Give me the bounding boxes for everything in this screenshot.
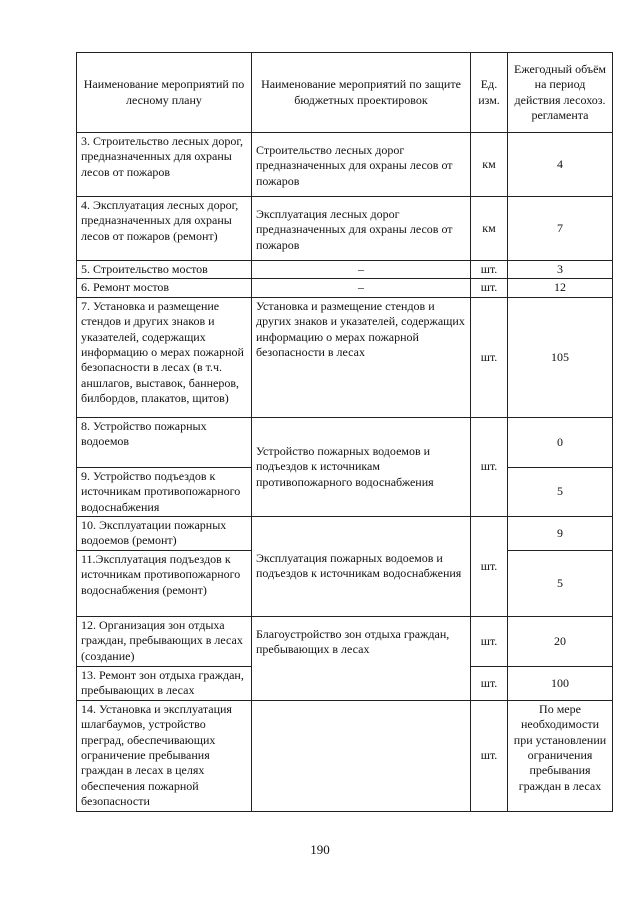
row-unit: шт. [471, 417, 508, 516]
row-volume: 3 [508, 261, 613, 279]
row-budget-text: Эксплуатация лесных дорог предназначенных для охраны лесов от пожаров [252, 197, 471, 261]
row-unit: шт. [471, 666, 508, 700]
row-volume: 20 [508, 616, 613, 666]
forest-measures-table [76, 52, 613, 812]
row-volume: 7 [508, 197, 613, 261]
row-plan-text: 12. Организация зон отдыха граждан, пребывающих в лесах (создание) [77, 616, 252, 666]
row-plan-text: 13. Ремонт зон отдыха граждан, пребывающих в лесах [77, 666, 252, 700]
header-plan: Наименование мероприятий по лесному плану [77, 53, 252, 133]
row-plan-text: 5. Строительство мостов [77, 261, 252, 279]
row-budget-text: Установка и размещение стендов и других знаков и указателей, содержащих информацию о мерах пожарной безопасности в лесах [252, 297, 471, 417]
header-volume: Ежегодный объём на период действия лесохоз. регламента [508, 53, 613, 133]
row-volume: 0 [508, 417, 613, 467]
row-unit: шт. [471, 297, 508, 417]
row-plan-text: 6. Ремонт мостов [77, 279, 252, 297]
header-unit: Ед. изм. [471, 53, 508, 133]
table-row [77, 297, 613, 417]
row-volume: 100 [508, 666, 613, 700]
table-row [77, 700, 613, 811]
row-plan-text: 3. Строительство лесных дорог, предназначенных для охраны лесов от пожаров [77, 133, 252, 197]
table-row [77, 261, 613, 279]
table-row [77, 417, 613, 467]
table-row [77, 133, 613, 197]
row-plan-text: 8. Устройство пожарных водоемов [77, 417, 252, 467]
row-plan-text: 7. Установка и размещение стендов и других знаков и указателей, содержащих информацию о мерах пожарной безопасности в лесах (в т.ч. аншлагов, выставок, баннеров, билбордов, плакатов, щитов) [77, 297, 252, 417]
row-budget-text: – [252, 279, 471, 297]
row-volume: 9 [508, 517, 613, 551]
table-row [77, 517, 613, 551]
table-header-row [77, 53, 613, 133]
row-volume: 4 [508, 133, 613, 197]
row-plan-text: 9. Устройство подъездов к источникам противопожарного водоснабжения [77, 467, 252, 516]
row-volume: 5 [508, 467, 613, 516]
row-budget-text: – [252, 261, 471, 279]
row-budget-text: Эксплуатация пожарных водоемов и подъездов к источникам водоснабжения [252, 517, 471, 617]
row-unit: шт. [471, 517, 508, 617]
row-volume: 105 [508, 297, 613, 417]
row-budget-text: Строительство лесных дорог предназначенных для охраны лесов от пожаров [252, 133, 471, 197]
row-unit: шт. [471, 700, 508, 811]
table-row [77, 616, 613, 666]
row-plan-text: 10. Эксплуатации пожарных водоемов (ремонт) [77, 517, 252, 551]
row-unit: км [471, 197, 508, 261]
row-unit: км [471, 133, 508, 197]
row-budget-text: Благоустройство зон отдыха граждан, пребывающих в лесах [252, 616, 471, 700]
row-plan-text: 14. Установка и эксплуатация шлагбаумов, устройство преград, обеспечивающих ограничение пребывания граждан в лесах в целях обеспечения пожарной безопасности [77, 700, 252, 811]
table-row [77, 197, 613, 261]
row-unit: шт. [471, 261, 508, 279]
row-volume: 5 [508, 550, 613, 616]
table-row [77, 279, 613, 297]
row-unit: шт. [471, 616, 508, 666]
page-number: 190 [310, 842, 330, 857]
row-volume: По мере необходимости при установлении ограничения пребывания граждан в лесах [508, 700, 613, 811]
row-plan-text: 11.Эксплуатация подъездов к источникам противопожарного водоснабжения (ремонт) [77, 550, 252, 616]
row-budget-text: Устройство пожарных водоемов и подъездов к источникам противопожарного водоснабжения [252, 417, 471, 516]
row-budget-text [252, 700, 471, 811]
header-budget: Наименование мероприятий по защите бюджетных проектировок [252, 53, 471, 133]
row-unit: шт. [471, 279, 508, 297]
row-volume: 12 [508, 279, 613, 297]
row-plan-text: 4. Эксплуатация лесных дорог, предназначенных для охраны лесов от пожаров (ремонт) [77, 197, 252, 261]
